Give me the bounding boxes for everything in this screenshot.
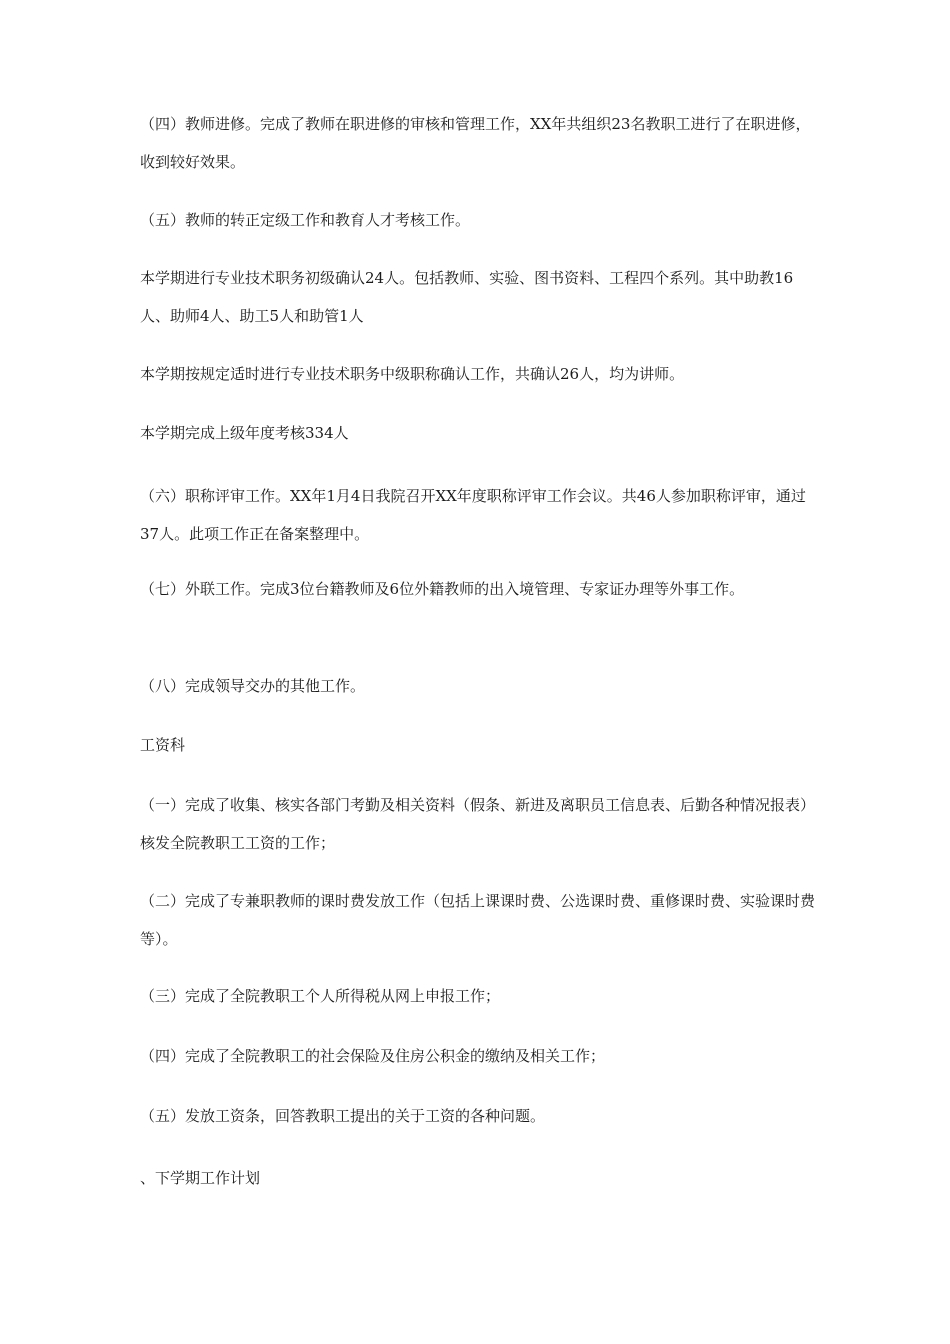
paragraph-other-tasks: （八）完成领导交办的其他工作。 bbox=[140, 677, 366, 695]
paragraph-teacher-training: （四）教师进修。完成了教师在职进修的审核和管理工作，XX年共组织23名教职工进行了在职进修，收到较好效果。 bbox=[140, 115, 811, 171]
paragraph-title-evaluation: （六）职称评审工作。XX年1月4日我院召开XX年度职称评审工作会议。共46人参加职称评审，通过37人。此项工作正在备案整理中。 bbox=[140, 487, 806, 543]
paragraph-salary-collection: （一）完成了收集、核实各部门考勤及相关资料（假条、新进及离职员工信息表、后勤各种情况报表）核发全院教职工工资的工作； bbox=[140, 796, 816, 852]
section-heading-salary-office: 工资科 bbox=[140, 736, 186, 754]
section-heading-next-semester-plan: 、下学期工作计划 bbox=[140, 1169, 261, 1187]
paragraph-class-hour-fees: （二）完成了专兼职教师的课时费发放工作（包括上课课时费、公选课时费、重修课时费、实验课时费等）。 bbox=[140, 892, 816, 948]
paragraph-payslips: （五）发放工资条，回答教职工提出的关于工资的各种问题。 bbox=[140, 1107, 546, 1125]
paragraph-foreign-affairs: （七）外联工作。完成3位台籍教师及6位外籍教师的出入境管理、专家证办理等外事工作。 bbox=[140, 580, 745, 598]
paragraph-regularization-assessment: （五）教师的转正定级工作和教育人才考核工作。 bbox=[140, 211, 471, 229]
paragraph-intermediate-title-confirmation: 本学期按规定适时进行专业技术职务中级职称确认工作，共确认26人，均为讲师。 bbox=[140, 365, 685, 383]
paragraph-income-tax: （三）完成了全院教职工个人所得税从网上申报工作； bbox=[140, 987, 501, 1005]
paragraph-social-insurance: （四）完成了全院教职工的社会保险及住房公积金的缴纳及相关工作； bbox=[140, 1047, 606, 1065]
paragraph-junior-title-confirmation: 本学期进行专业技术职务初级确认24人。包括教师、实验、图书资料、工程四个系列。其中助教16人、助师4人、助工5人和助管1人 bbox=[140, 269, 794, 325]
paragraph-annual-assessment: 本学期完成上级年度考核334人 bbox=[140, 424, 349, 442]
